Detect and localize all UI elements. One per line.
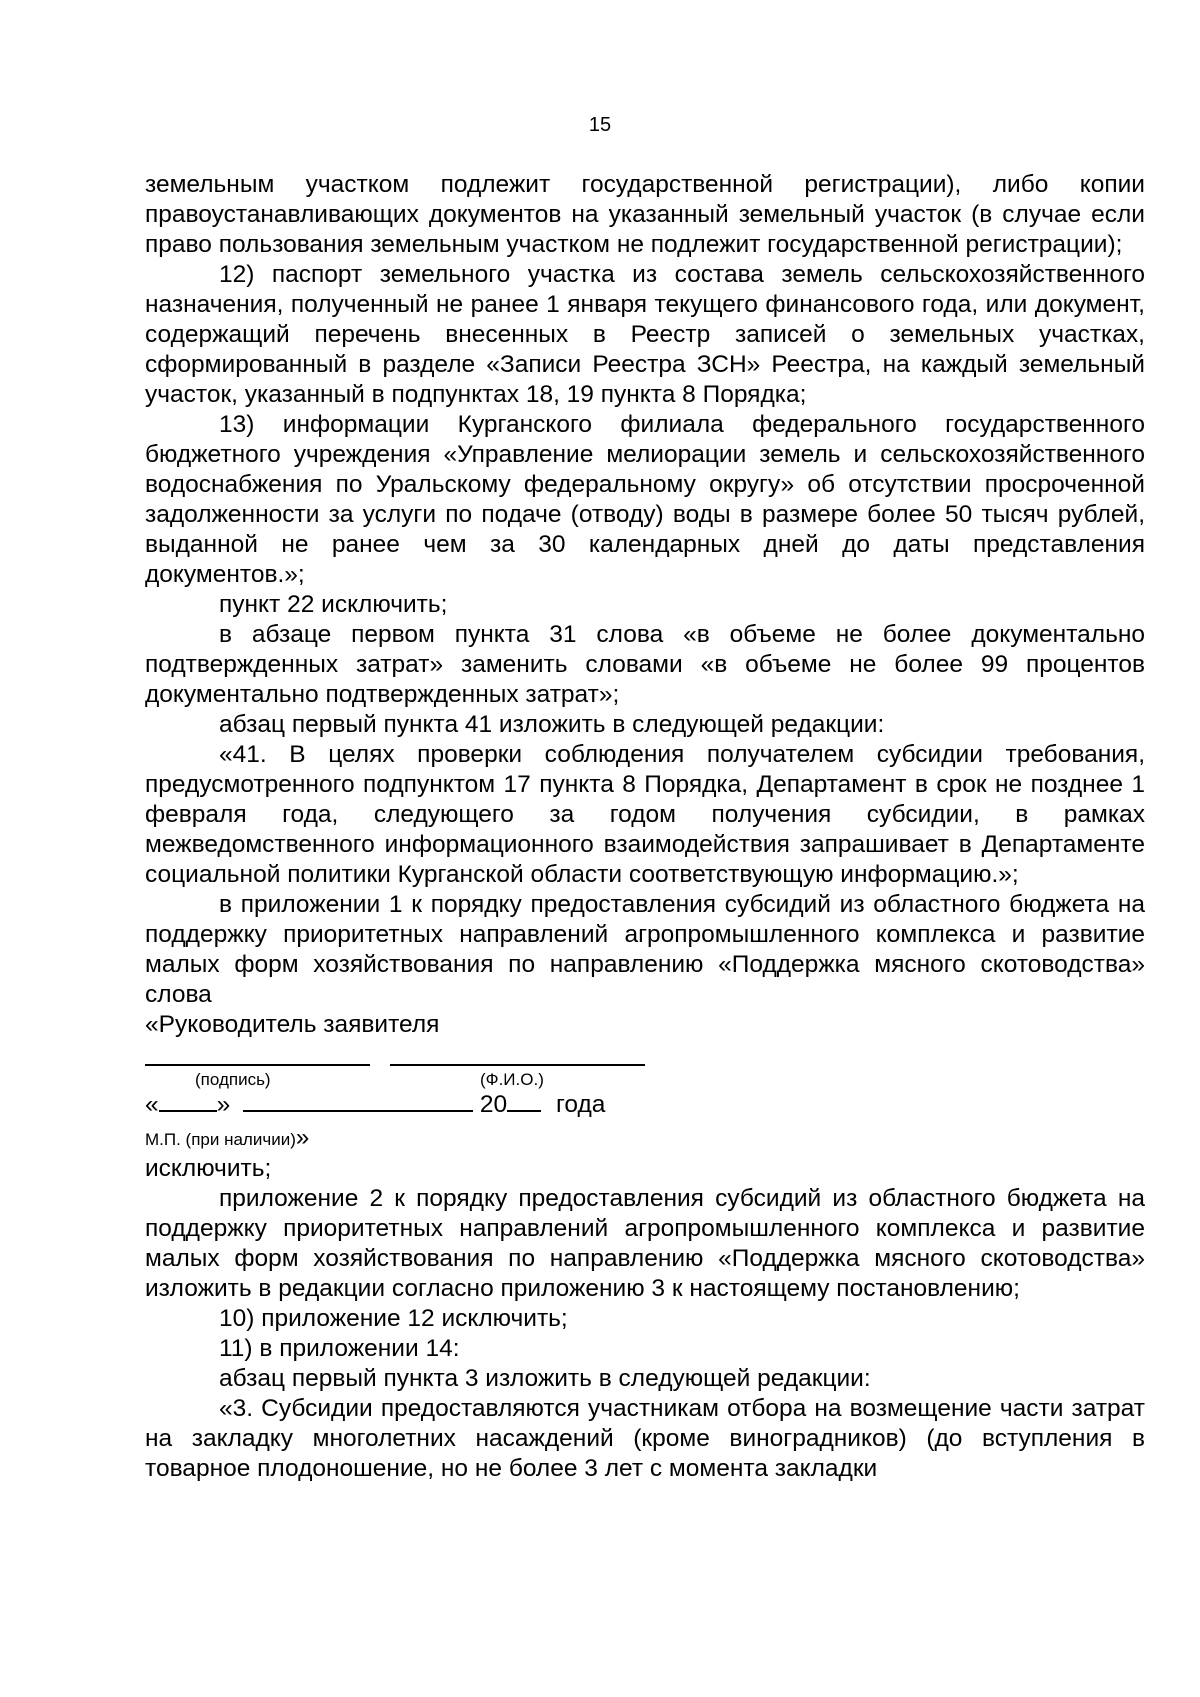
paragraph: пункт 22 исключить; [219, 591, 448, 618]
stamp-label: М.П. (при наличии) [145, 1130, 296, 1149]
stamp-close-quote: » [295, 1124, 310, 1151]
paragraph: «41. В целях проверки соблюдения получателем субсидии требования, предусмотренного подпунктом 17 пункта 8 Порядка, Департамент в срок не позднее 1 февраля года, следующего за годом получения субсидии, в рамках межведомственного информационного взаимодействия запрашивает в Департаменте социальной политики Курганской области соответствующую информацию.»; [145, 741, 1145, 888]
paragraph: приложение 2 к порядку предоставления субсидий из областного бюджета на поддержку приоритетных направлений агропромышленного комплекса и развитие малых форм хозяйствования по направлению «Поддержка мясного скотоводства» изложить в редакции согласно приложению 3 к настоящему постановлению; [145, 1185, 1145, 1302]
year-blank [507, 1088, 541, 1112]
day-blank [159, 1088, 217, 1112]
signature-caption: (подпись) [195, 1070, 271, 1089]
signature-block [145, 1040, 1145, 1218]
name-line [390, 1064, 645, 1066]
paragraph: в абзаце первом пункта 31 слова «в объеме не более документально подтвержденных затрат» заменить словами «в объеме не более 99 процентов документально подтвержденных затрат»; [145, 621, 1145, 708]
paragraph: абзац первый пункта 3 изложить в следующей редакции: [219, 1365, 871, 1392]
page-number: 15 [588, 114, 612, 136]
paragraph: абзац первый пункта 41 изложить в следующей редакции: [219, 711, 885, 738]
paragraph: «3. Субсидии предоставляются участникам отбора на возмещение части затрат на закладку многолетних насаждений (кроме виноградников) (до вступления в товарное плодоношение, но не более 3 лет с момента закладки [145, 1395, 1145, 1482]
paragraph: исключить; [145, 1155, 272, 1182]
close-quote: » [216, 1091, 231, 1118]
name-caption: (Ф.И.О.) [480, 1070, 544, 1089]
year-word: года [555, 1091, 606, 1118]
signature-line [145, 1064, 370, 1066]
year-prefix: 20 [479, 1091, 508, 1118]
date-line [145, 1088, 605, 1120]
stamp-line [145, 1124, 310, 1151]
month-blank [243, 1088, 473, 1112]
paragraph: земельным участком подлежит государственной регистрации), либо копии правоустанавливающих документов на указанный земельный участок (в случае если право пользования земельным участком не подлежит государственной регистрации); [145, 171, 1145, 258]
paragraph: 11) в приложении 14: [219, 1335, 460, 1362]
paragraph: в приложении 1 к порядку предоставления субсидий из областного бюджета на поддержку приоритетных направлений агропромышленного комплекса и развитие малых форм хозяйствования по направлению «Поддержка мясного скотоводства» слова [145, 891, 1145, 1008]
paragraph: 10) приложение 12 исключить; [219, 1305, 568, 1332]
paragraph: «Руководитель заявителя [145, 1011, 440, 1038]
paragraph: 12) паспорт земельного участка из состава земель сельскохозяйственного назначения, полученный не ранее 1 января текущего финансового года, или документ, содержащий перечень внесенных в Реестр записей о земельных участках, сформированный в разделе «Записи Реестра ЗСН» Реестра, на каждый земельный участок, указанный в подпунктах 18, 19 пункта 8 Порядка; [145, 261, 1145, 408]
document-body [145, 170, 1145, 1484]
paragraph: 13) информации Курганского филиала федерального государственного бюджетного учреждения «Управление мелиорации земель и сельскохозяйственного водоснабжения по Уральскому федеральному округу» об отсутствии просроченной задолженности за услуги по подаче (отводу) воды в размере более 50 тысяч рублей, выданной не ранее чем за 30 календарных дней до даты представления документов.»; [145, 411, 1145, 588]
open-quote: « [145, 1091, 159, 1118]
